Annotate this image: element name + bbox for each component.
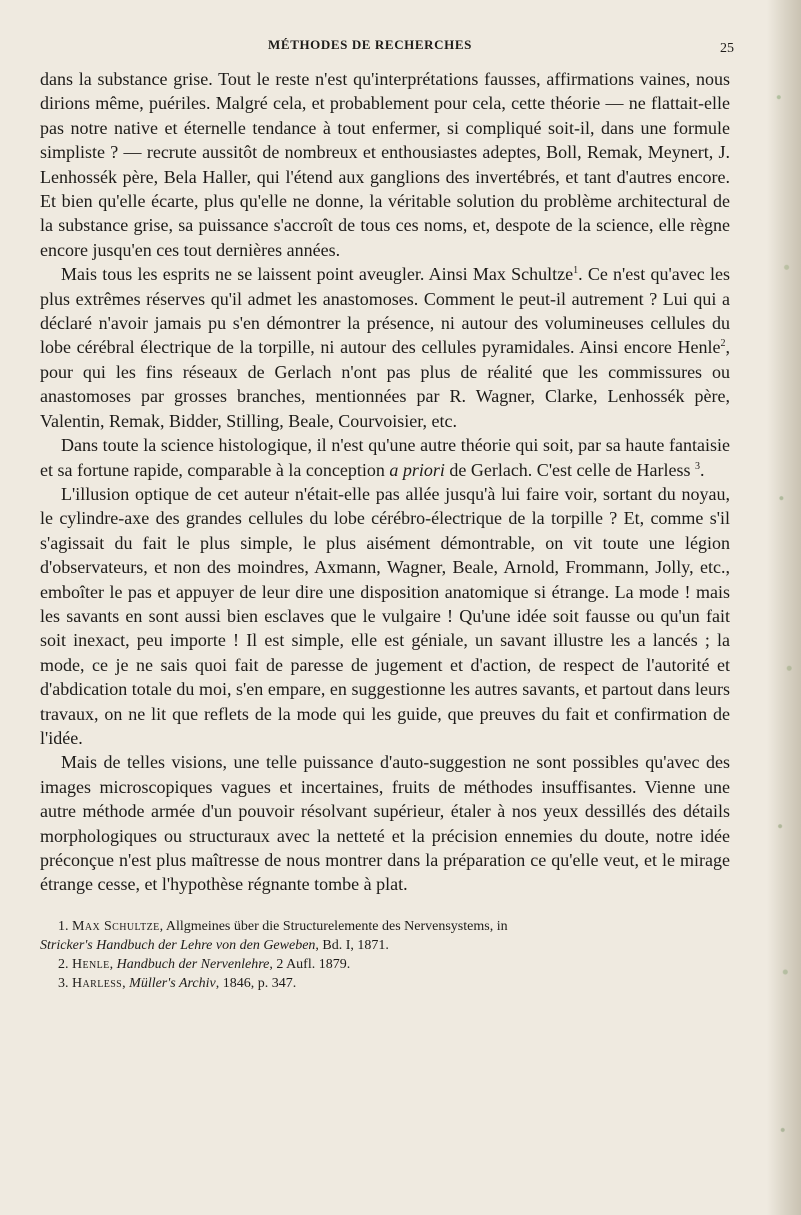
footnote-1-title: Stricker's Handbuch der Lehre von den Geweben: [40, 938, 316, 953]
footnote-3-rest: , 1846, p. 347.: [215, 976, 297, 991]
paragraph-3-italic: a priori: [389, 459, 445, 480]
paragraph-3: [40, 433, 730, 482]
paragraph-3-part-c: .: [700, 459, 705, 480]
footnote-3-title: Müller's Archiv: [129, 976, 216, 991]
paragraph-2-part-a: Mais tous les esprits ne se laissent point aveugler. Ainsi Max Schultze: [61, 264, 574, 285]
footnote-2-author: Henle: [72, 957, 110, 972]
paragraph-2-part-c: , pour qui les fins réseaux de Gerlach n'ont pas plus de réalité que les commissures ou anastomoses par grosses branches, mentionnées par R. Wagner, Clarke, Lenhossék père, Valentin, Remak, Bidder, Stilling, Beale, Courvoisier, etc.: [40, 337, 730, 431]
footnote-ref-3: 3: [695, 460, 700, 472]
footnote-2-rest: , 2 Aufl. 1879.: [269, 957, 351, 972]
paragraph-5: Mais de telles visions, une telle puissance d'auto-suggestion ne sont possibles qu'avec des images microscopiques vagues et incertaines, fruits de méthodes insuffisantes. Vienne une autre méthode armée d'un pouvoir résolvant supérieur, étaler à nos yeux dessillés des détails morphologiques ou structuraux avec la netteté et la précision ennemies du doute, notre idée préconçue n'est plus maîtresse de nous montrer dans la préparation ce qu'elle veut, et le mirage étrange cesse, et l'hypothèse régnante tombe à plat.: [40, 752, 730, 895]
footnote-ref-1: 1: [573, 265, 579, 277]
footnote-1-rest: , Bd. I, 1871.: [315, 938, 389, 953]
footnote-1-continued: [40, 936, 730, 955]
footnote-3-number: 3.: [58, 976, 72, 991]
running-title: MÉTHODES DE RECHERCHES: [268, 37, 472, 52]
footnotes: [40, 917, 730, 993]
page-header: [0, 37, 801, 63]
paragraph-4: L'illusion optique de cet auteur n'était-elle pas allée jusqu'à lui faire voir, sortant du noyau, le cylindre-axe des grandes cellules du lobe cérébro-électrique de la torpille ? Et, comme s'il s'agissait du fait le plus simple, le plus aisément démontrable, on vit toute une légion d'observateurs, et non des moindres, Axmann, Wagner, Beale, Arnold, Frommann, Jolly, etc., emboîter le pas et appuyer de leur dire une disposition anatomique si étrange. La mode ! mais les savants en sont aussi bien esclaves que le vulgaire ! Qu'une idée soit fausse ou qu'un fait soit inexact, peu importe ! Il est simple, elle est géniale, un savant illustre les a lancés ; la mode, ce je ne sais quoi fait de paresse de jugement et d'action, de respect de l'autorité et d'abdication totale du moi, s'en empare, en suggestionne les autres savants, et partout dans leurs travaux, on ne lit que reflets de la mode qui les guide, que preuves du fait et confirmation de l'idée.: [40, 483, 730, 748]
main-text: [40, 67, 730, 897]
page-number: 25: [720, 41, 734, 56]
footnote-1: [40, 917, 730, 936]
footnote-ref-2: 2: [720, 338, 726, 350]
footnote-2-number: 2.: [58, 957, 72, 972]
footnote-1-number: 1.: [58, 919, 72, 934]
paragraph-2: [40, 262, 730, 433]
footnote-2-separator: ,: [109, 957, 117, 972]
paragraph-3-part-b: de Gerlach. C'est celle de Harless: [444, 459, 695, 480]
page-edge-stains: [771, 0, 797, 1215]
footnote-3: [40, 974, 730, 993]
footnote-1-text: , Allgmeines über die Structurelemente des Nervensystems, in: [159, 919, 508, 934]
footnote-2: [40, 955, 730, 974]
paragraph-1: dans la substance grise. Tout le reste n'est qu'interprétations fausses, affirmations vaines, nous dirions même, puériles. Malgré cela, et probablement pour cela, cette théorie — ne flattait-elle pas notre native et éternelle tendance à tout enfermer, si compliqué soit-il, dans une formule simpliste ? — recrute aussitôt de nombreux et enthousiastes adeptes, Boll, Remak, Meynert, J. Lenhossék père, Bela Haller, qui l'étend aux ganglions des invertébrés, et tant d'autres encore. Et bien qu'elle écarte, plus qu'elle ne donne, la véritable solution du problème architectural de la substance grise, sa puissance s'accroît de tous ces noms, et, despote de la science, elle règne encore jusqu'en ces tout dernières années.: [40, 69, 730, 260]
footnote-3-author: Harless: [72, 976, 123, 991]
footnote-1-author: Max Schultze: [72, 919, 160, 934]
paragraph-3-part-a: Dans toute la science histologique, il n'est qu'une autre théorie qui soit, par sa haute fantaisie et sa fortune rapide, comparable à la conception: [40, 435, 730, 480]
footnote-3-separator: ,: [122, 976, 130, 991]
footnote-2-title: Handbuch der Nervenlehre: [116, 957, 270, 972]
paragraph-2-part-b: . Ce n'est qu'avec les plus extrêmes réserves qu'il admet les anastomoses. Comment le peut-il autrement ? Lui qui a déclaré n'avoir jamais pu s'en démontrer la présence, ni autour des volumineuses cellules du lobe cérébral électrique de la torpille, ni autour des cellules pyramidales. Ainsi encore Henle: [40, 264, 730, 358]
